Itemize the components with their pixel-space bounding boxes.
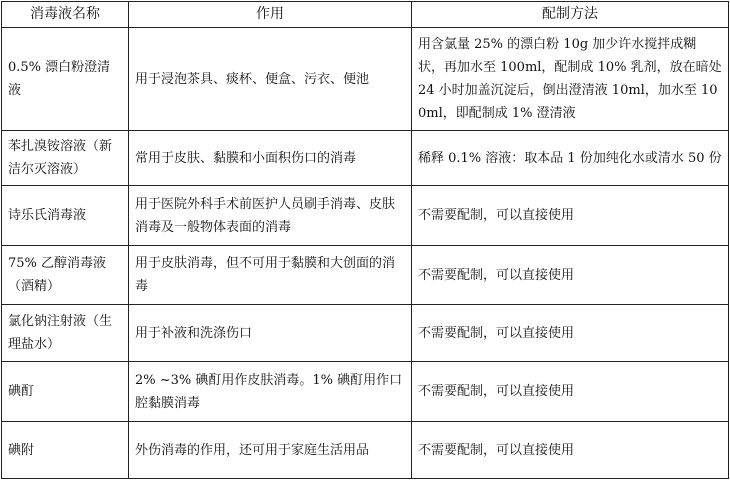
cell-prep: 不需要配制，可以直接使用 [412,362,729,422]
header-row [2,2,729,28]
table-row [2,131,729,186]
cell-prep: 不需要配制，可以直接使用 [412,186,729,246]
disinfectant-table [1,1,729,479]
cell-name: 苯扎溴铵溶液（新洁尔灭溶液） [2,131,129,186]
cell-use: 用于补液和洗涤伤口 [129,305,412,362]
cell-use: 常用于皮肤、黏膜和小面积伤口的消毒 [129,131,412,186]
cell-prep: 稀释 0.1% 溶液：取本品 1 份加纯化水或清水 50 份 [412,131,729,186]
cell-name: 碘酊 [2,362,129,422]
cell-name: 碘附 [2,422,129,479]
cell-prep: 不需要配制，可以直接使用 [412,422,729,479]
cell-use: 用于医院外科手术前医护人员刷手消毒、皮肤消毒及一般物体表面的消毒 [129,186,412,246]
header-use: 作用 [129,2,412,28]
header-prep: 配制方法 [412,2,729,28]
table-row [2,186,729,246]
table-row [2,422,729,479]
table-row [2,305,729,362]
cell-prep: 用含氯量 25% 的漂白粉 10g 加少许水搅拌成糊状，再加水至 100ml，配制成 10% 乳剂，放在暗处 24 小时加盖沉淀后，倒出澄清液 10ml，加水至 100ml，即配制成 1% 澄清液 [412,28,729,131]
cell-name: 氯化钠注射液（生理盐水） [2,305,129,362]
cell-name: 0.5% 漂白粉澄清液 [2,28,129,131]
cell-prep: 不需要配制，可以直接使用 [412,305,729,362]
cell-use: 用于皮肤消毒，但不可用于黏膜和大创面的消毒 [129,246,412,305]
cell-use: 外伤消毒的作用，还可用于家庭生活用品 [129,422,412,479]
table-row [2,362,729,422]
cell-name: 75% 乙醇消毒液（酒精） [2,246,129,305]
cell-use: 2% ~3% 碘酊用作皮肤消毒。1% 碘酊用作口腔黏膜消毒 [129,362,412,422]
cell-name: 诗乐氏消毒液 [2,186,129,246]
header-name: 消毒液名称 [2,2,129,28]
cell-use: 用于浸泡茶具、痰杯、便盒、污衣、便池 [129,28,412,131]
cell-prep: 不需要配制，可以直接使用 [412,246,729,305]
table-row [2,28,729,131]
table-row [2,246,729,305]
